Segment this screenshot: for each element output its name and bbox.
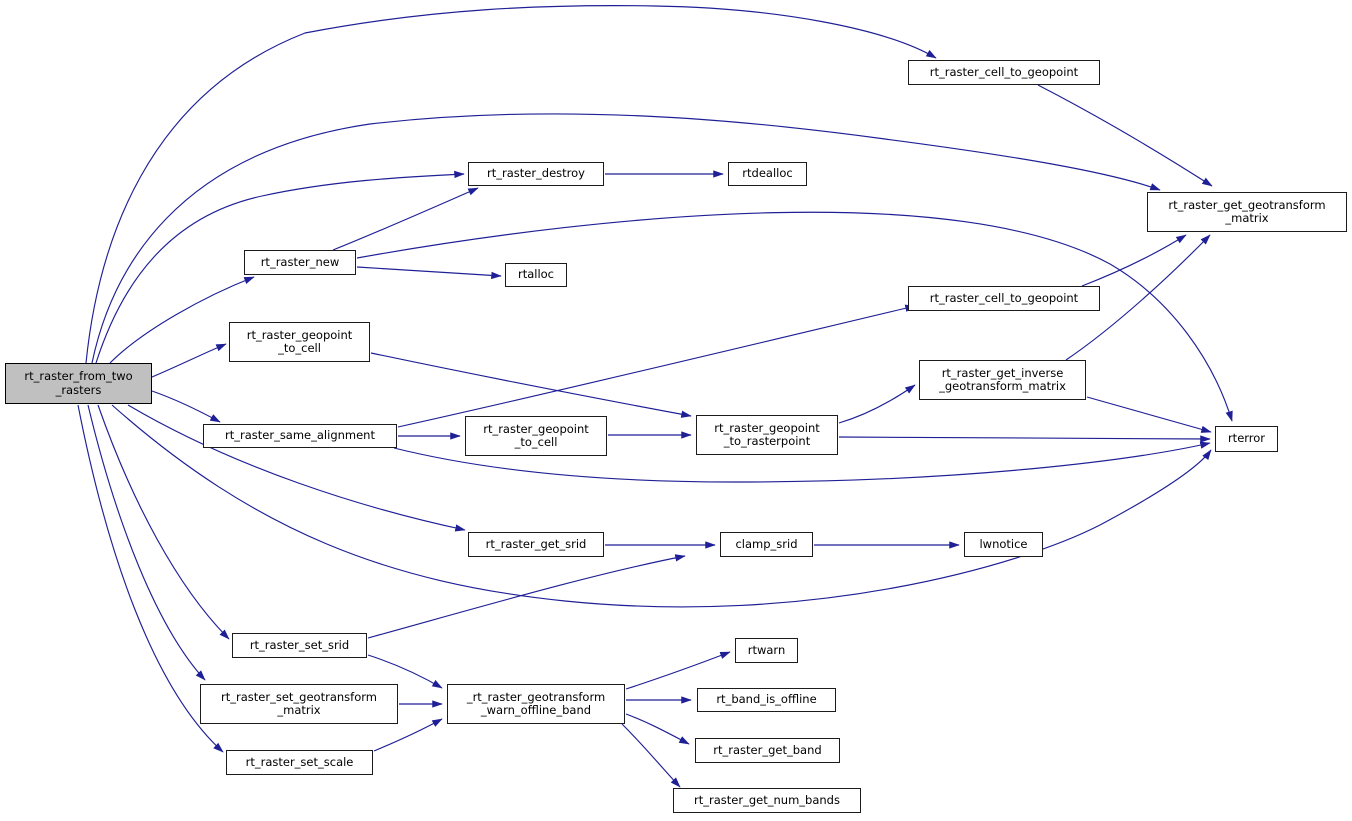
edge-main-to-geopoint-to-cell-a: [152, 344, 226, 377]
node-label-line: rt_raster_same_alignment: [225, 428, 375, 443]
node-destroy[interactable]: [468, 162, 604, 186]
edge-cell-to-geopoint-b-to-get-geotransform: [1082, 235, 1186, 286]
node-main: [5, 363, 152, 404]
edge-new-to-rtalloc: [357, 267, 501, 276]
node-label-line: rt_raster_set_scale: [245, 754, 354, 769]
node-new[interactable]: [244, 250, 356, 275]
node-get-srid[interactable]: [468, 532, 604, 557]
edge-warn-offline-band-to-rtwarn: [626, 652, 730, 689]
edge-new-to-rterror: [357, 212, 1232, 421]
node-label-line: _geotransform_matrix: [939, 379, 1066, 393]
node-geopoint-to-cell-b[interactable]: [465, 416, 607, 456]
node-label-line: rtalloc: [517, 267, 555, 282]
node-label-line: rt_raster_get_geotransform: [1168, 197, 1326, 212]
node-label-line: rt_raster_new: [260, 254, 340, 269]
node-label-line: rt_raster_from_two: [24, 369, 133, 383]
node-label-line: rt_raster_cell_to_geopoint: [929, 290, 1079, 305]
edge-same-alignment-to-cell-to-geopoint-b: [398, 306, 915, 427]
node-get-num-bands[interactable]: [673, 788, 861, 813]
node-label-line: rt_raster_set_srid: [249, 637, 350, 652]
node-label-line: rt_raster_cell_to_geopoint: [929, 64, 1079, 79]
node-rterror[interactable]: [1215, 426, 1278, 452]
node-get-inverse[interactable]: [919, 360, 1086, 400]
edge-get-inverse-to-rterror: [1087, 397, 1211, 432]
node-label-line: rt_raster_get_band: [713, 742, 822, 757]
node-lwnotice[interactable]: [964, 532, 1043, 557]
node-label-line: _to_rasterpoint: [723, 434, 811, 448]
edge-geopoint-to-rasterpoint-to-rterror: [839, 437, 1210, 439]
edge-warn-offline-band-to-get-num-bands: [622, 724, 680, 787]
node-geopoint-to-cell-a[interactable]: [229, 322, 370, 362]
node-label-line: rt_raster_geopoint: [483, 421, 589, 436]
edge-cell-to-geopoint-a-to-get-geotransform: [1038, 85, 1212, 186]
node-label-line: _to_cell: [514, 435, 558, 449]
node-label-line: _warn_offline_band: [480, 703, 592, 717]
node-label-line: rtwarn: [747, 642, 786, 657]
node-warn-offline-band[interactable]: [447, 684, 625, 724]
node-label-line: rt_raster_get_inverse: [941, 365, 1064, 380]
node-get-band[interactable]: [695, 738, 840, 763]
node-rtwarn[interactable]: [735, 638, 798, 663]
node-label-line: clamp_srid: [735, 536, 798, 551]
node-label-line: rterror: [1227, 431, 1266, 446]
node-label-line: rt_raster_get_srid: [485, 536, 587, 551]
node-geopoint-to-rasterpoint[interactable]: [696, 415, 838, 455]
node-label-line: rt_raster_get_num_bands: [694, 792, 840, 807]
edge-set-srid-to-clamp-srid: [368, 556, 685, 638]
node-label-line: rt_band_is_offline: [716, 692, 817, 707]
node-set-scale[interactable]: [226, 750, 373, 775]
edge-main-to-set-geotransform: [88, 405, 205, 680]
node-label-line: _matrix: [1225, 211, 1269, 225]
node-label-line: rt_raster_geopoint: [714, 420, 820, 435]
node-label-line: rt_raster_destroy: [486, 166, 585, 181]
node-get-geotransform[interactable]: [1147, 192, 1347, 232]
node-label-line: _matrix: [277, 703, 321, 717]
edge-new-to-destroy: [333, 188, 478, 250]
node-same-alignment[interactable]: [203, 424, 397, 448]
node-set-geotransform[interactable]: [200, 684, 398, 724]
node-label-line: _rasters: [55, 382, 102, 397]
edge-geopoint-to-rasterpoint-to-get-inverse: [839, 385, 915, 423]
node-rtalloc[interactable]: [505, 263, 567, 287]
node-cell-to-geopoint-a[interactable]: [908, 60, 1100, 85]
node-set-srid[interactable]: [232, 633, 367, 658]
node-label-line: _to_cell: [278, 341, 321, 355]
edge-warn-offline-band-to-get-band: [626, 714, 689, 744]
node-clamp-srid[interactable]: [720, 532, 813, 557]
node-label-line: rtdealloc: [742, 166, 793, 181]
node-label-line: rt_raster_geopoint: [246, 327, 353, 342]
edge-main-to-same-alignment: [152, 391, 220, 422]
node-label-line: rt_raster_set_geotransform: [221, 689, 377, 704]
node-rtdealloc[interactable]: [728, 162, 807, 186]
node-cell-to-geopoint-b[interactable]: [908, 286, 1100, 311]
edge-geopoint-to-cell-a-to-geopoint-to-rasterpoint: [371, 353, 691, 416]
node-label-line: lwnotice: [979, 536, 1028, 551]
node-band-is-offline[interactable]: [697, 688, 836, 712]
node-label-line: _rt_raster_geotransform: [466, 689, 606, 704]
